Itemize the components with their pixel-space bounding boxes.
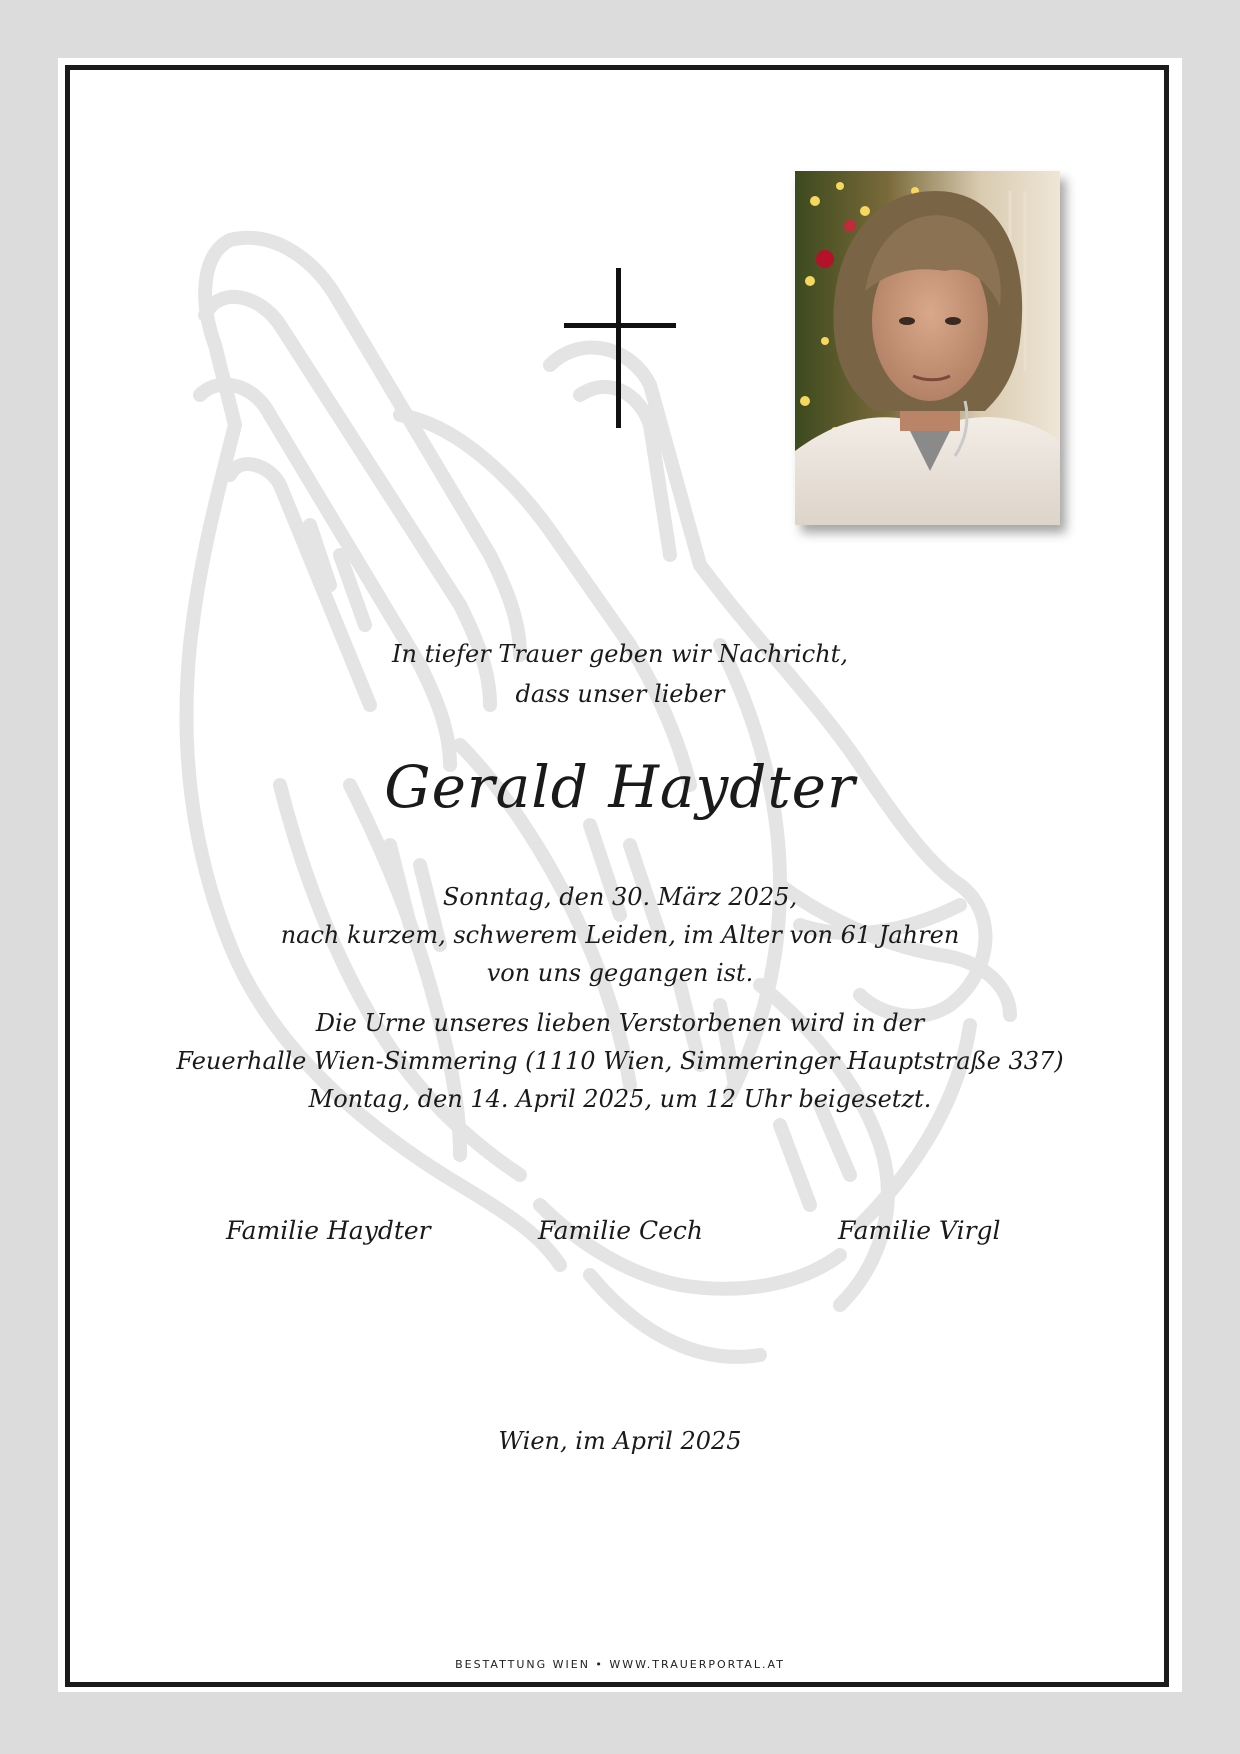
- cross-icon: [564, 268, 676, 428]
- urn-line: Die Urne unseres lieben Verstorbenen wird in der: [315, 1009, 925, 1037]
- intro-line: dass unser lieber: [515, 680, 725, 708]
- family-signature: Familie Cech: [538, 1216, 704, 1245]
- footer-imprint: BESTATTUNG WIEN • WWW.TRAUERPORTAL.AT: [455, 1658, 785, 1671]
- portrait-photo: [795, 171, 1060, 525]
- intro-line: In tiefer Trauer geben wir Nachricht,: [392, 640, 848, 668]
- place-date: Wien, im April 2025: [498, 1427, 742, 1455]
- passing-line: von uns gegangen ist.: [486, 959, 754, 987]
- passing-line: nach kurzem, schwerem Leiden, im Alter von 61 Jahren: [280, 921, 960, 949]
- deceased-name: Gerald Haydter: [384, 753, 856, 821]
- urn-burial-text: [120, 1004, 1120, 1118]
- family-signature: Familie Virgl: [838, 1216, 1001, 1245]
- passing-text: [120, 878, 1120, 992]
- intro-text: [120, 634, 1120, 714]
- passing-line: Sonntag, den 30. März 2025,: [442, 883, 798, 911]
- family-signature: Familie Haydter: [226, 1216, 431, 1245]
- urn-line: Feuerhalle Wien-Simmering (1110 Wien, Simmeringer Hauptstraße 337): [176, 1047, 1064, 1075]
- urn-line: Montag, den 14. April 2025, um 12 Uhr beigesetzt.: [308, 1085, 932, 1113]
